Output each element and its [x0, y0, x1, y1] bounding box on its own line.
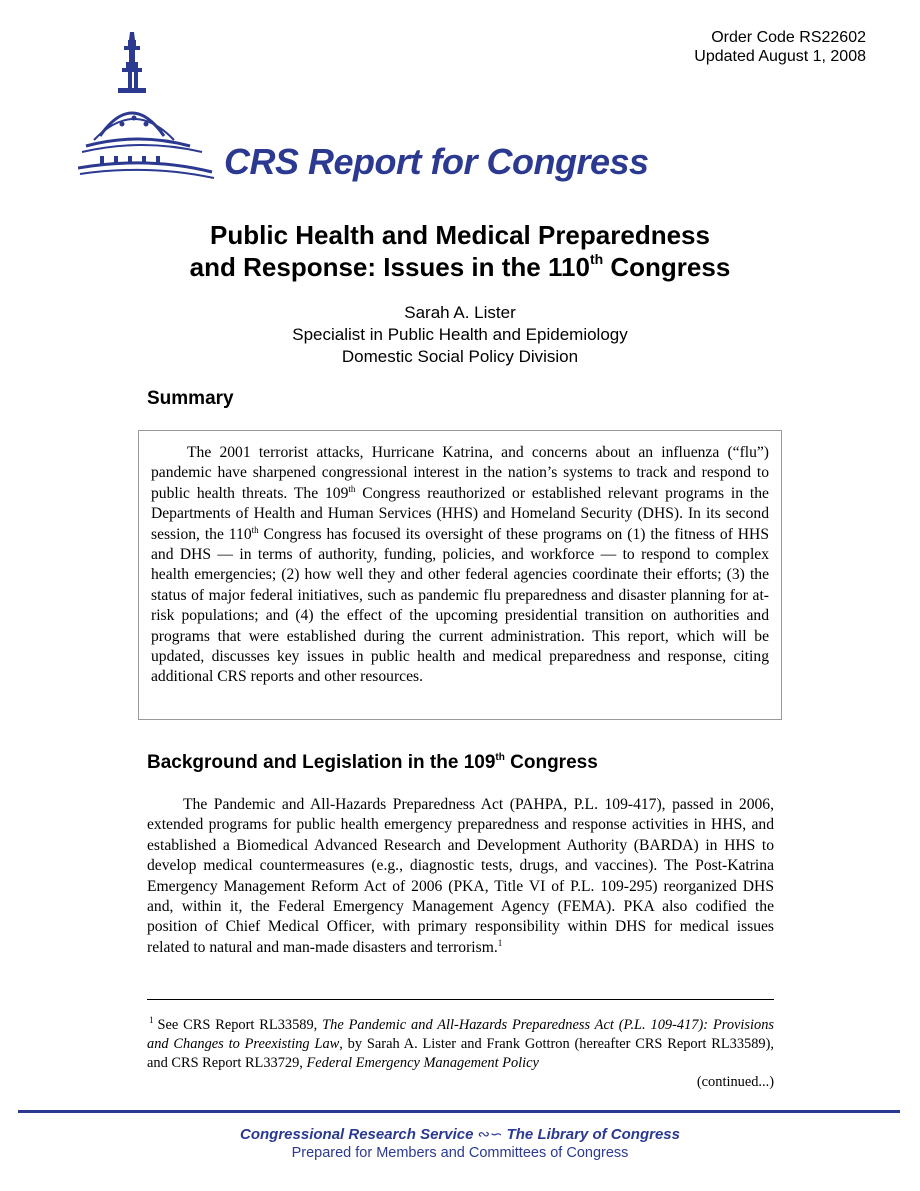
- summary-sup-a: th: [348, 483, 356, 494]
- footer-brand-line: [0, 1125, 920, 1143]
- author-title: Specialist in Public Health and Epidemiology: [292, 325, 628, 344]
- background-body: [147, 795, 774, 958]
- report-title: [0, 219, 920, 283]
- summary-text-c: Congress has focused its oversight of these programs on (1) the fitness of HHS and DHS — in terms of authority, funding, policies, and workforce — to respond to complex health emergencies; (2) how well they and other federal agencies coordinate their efforts; (3) the status of major federal initiatives, such as pandemic flu preparedness and disaster planning for at-risk populations; and (4) the effect of the upcoming presidential transition on authorities and programs that were established during the current administration. This report, which will be updated, discusses key issues in public health and medical preparedness and response, citing additional CRS reports and other resources.: [151, 525, 769, 686]
- capitol-dome-icon: [78, 28, 218, 188]
- continued-note: (continued...): [696, 1074, 774, 1090]
- footnote-text: [147, 1016, 774, 1073]
- summary-paragraph: [151, 443, 769, 688]
- title-text: and Response: Issues in the 110: [189, 252, 590, 282]
- background-heading-sup: th: [495, 752, 505, 763]
- order-code-block: [694, 28, 866, 66]
- background-paragraph: [147, 795, 774, 958]
- footnote-ref[interactable]: 1: [497, 937, 503, 948]
- order-code: Order Code RS22602: [711, 29, 866, 46]
- background-heading-end: Congress: [504, 752, 598, 773]
- report-title-line1: Public Health and Medical Preparedness: [210, 220, 710, 250]
- background-heading: [147, 752, 598, 774]
- summary-box: [138, 430, 782, 720]
- ornament-icon: ∾∽: [477, 1126, 503, 1143]
- footer-loc: The Library of Congress: [506, 1126, 680, 1143]
- updated-date: Updated August 1, 2008: [694, 48, 866, 65]
- background-heading-text: Background and Legislation in the 109: [147, 752, 496, 773]
- footnote-text-1: See CRS Report RL33589,: [157, 1017, 323, 1033]
- masthead-title: CRS Report for Congress: [224, 141, 649, 182]
- report-title-line2: [0, 251, 920, 283]
- author-block: [0, 302, 920, 368]
- footnote-divider: [147, 999, 774, 1000]
- summary-text-a: The 2001 terrorist attacks, Hurricane Katrina, and concerns about an influenza (“flu”) pandemic have sharpened congressional interest in the nation’s systems to track and respond to public health threats. The 109: [151, 444, 769, 502]
- footnote-citation-1: The Pandemic and All-Hazards Preparedness Act (P.L. 109-417): Provisions and Changes to Preexisting Law: [147, 1017, 774, 1052]
- summary-heading: Summary: [147, 388, 234, 409]
- footer-rule: [18, 1110, 900, 1113]
- footnote-text-2: , by Sarah A. Lister and Frank Gottron (hereafter CRS Report RL33589), and CRS Report RL33729,: [147, 1036, 774, 1071]
- summary-sup-b: th: [251, 524, 259, 535]
- footnote-number: 1: [149, 1015, 154, 1025]
- background-text: The Pandemic and All-Hazards Preparedness Act (PAHPA, P.L. 109-417), passed in 2006, extended programs for public health emergency preparedness and response activities in HHS, and established a Biomedical Advanced Research and Development Authority (BARDA) in HHS to develop medical countermeasures (e.g., diagnostic tests, drugs, and vaccines). The Post-Katrina Emergency Management Reform Act of 2006 (PKA, Title VI of P.L. 109-295) reorganized DHS and, within it, the Federal Emergency Management Agency (FEMA). PKA also codified the position of Chief Medical Officer, with primary responsibility within DHS for medical issues related to natural and man-made disasters and terrorism.: [147, 796, 774, 956]
- footer-crs: Congressional Research Service: [240, 1126, 474, 1143]
- author-name: Sarah A. Lister: [404, 303, 516, 322]
- footnote: [147, 1016, 774, 1092]
- author-division: Domestic Social Policy Division: [341, 347, 579, 366]
- footer-tagline: Prepared for Members and Committees of Congress: [291, 1145, 629, 1161]
- title-superscript: th: [589, 251, 604, 267]
- footnote-citation-2: Federal Emergency Management Policy: [306, 1055, 539, 1071]
- summary-text-b: Congress reauthorized or established relevant programs in the Departments of Health and Human Services (HHS) and Homeland Security (DHS). In its second session, the 110: [151, 484, 769, 543]
- title-text-end: Congress: [603, 252, 731, 282]
